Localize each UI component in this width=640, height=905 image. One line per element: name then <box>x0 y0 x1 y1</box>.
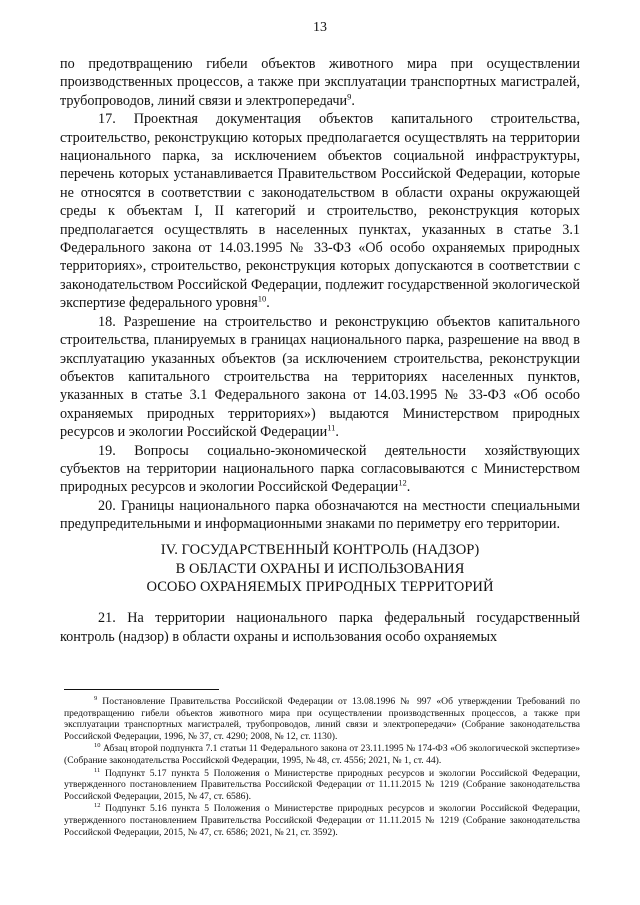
footnote-number: 10 <box>94 742 101 750</box>
section-body <box>60 609 580 647</box>
paragraph-17-text: 17. Проектная документация объектов капитального строительства, строительство, реконструкцию которых предполагается осуществлять на территории национального парка, за исключением объектов социальной инфраструктуры, перечень которых устанавливается Правительством Российской Федерации, которые не относятся в соответствии с законодательством в области охраны окружающей среды к объектам I, II категорий и строительство, реконструкция которых предполагается осуществлять в населенных пунктах, указанных в статье 3.1 Федерального закона от 14.03.1995 № 33-ФЗ «Об особо охраняемых природных территориях», строительство, реконструкция которых допускаются в соответствии с законодательством Российской Федерации, подлежит государственной экологической экспертизе федерального уровня <box>60 111 580 312</box>
footnote-9 <box>64 696 580 742</box>
section-heading-line-1: IV. ГОСУДАРСТВЕННЫЙ КОНТРОЛЬ (НАДЗОР) <box>160 542 480 558</box>
footnote-ref-9: 9 <box>347 91 352 102</box>
section-heading-line-2: В ОБЛАСТИ ОХРАНЫ И ИСПОЛЬЗОВАНИЯ <box>175 560 465 577</box>
footnote-11 <box>64 768 580 803</box>
body-text <box>60 55 580 534</box>
footnote-text: Подпункт 5.17 пункта 5 Положения о Министерстве природных ресурсов и экологии Российской Федерации, утвержденного постановлением Правительства Российской Федерации от 11.11.2015 № 1219 (Собрание законодательства Российской Федерации, 2015, № 47, ст. 6586). <box>64 767 580 802</box>
footnote-separator <box>64 689 219 690</box>
page-number: 13 <box>313 20 327 35</box>
footnote-12 <box>64 803 580 838</box>
footnote-number: 11 <box>94 766 101 774</box>
footnote-text: Абзац второй подпункта 7.1 статьи 11 Федерального закона от 23.11.1995 № 174-ФЗ «Об экологической экспертизе» (Собрание законодательства Российской Федерации, 1995, № 48, ст. 4556; 2021, № 1, ст. 44). <box>64 743 581 766</box>
paragraph-18-text: 18. Разрешение на строительство и реконструкцию объектов капитального строительства, планируемых в границах национального парка, разрешение на ввод в эксплуатацию указанных объектов (за исключением строительства, реконструкции объектов капитального строительства на территориях населенных пунктов, указанных в статье 3.1 Федерального закона от 14.03.1995 № 33-ФЗ «Об особо охраняемых природных территориях») выдаются Министерством природных ресурсов и экологии Российской Федерации <box>60 313 580 441</box>
paragraph-19: 19. Вопросы социально-экономической деятельности хозяйствующих субъектов на территории национального парка согласовываются с Министерством природных ресурсов и экологии Российской Федерации$^{12}$. <box>60 442 580 496</box>
footnote-text: Подпункт 5.16 пункта 5 Положения о Министерстве природных ресурсов и экологии Российской Федерации, утвержденного постановлением Правительства Российской Федерации от 11.11.2015 № 1219 (Собрание законодательства Российской Федерации, 2015, № 47, ст. 6586; 2021, № 21, ст. 3592). <box>64 803 580 838</box>
paragraph-20: 20. Границы национального парка обозначаются на местности специальными предупредительными и информационными знаками по периметру его территории. <box>60 497 580 533</box>
section-heading-line-3: ОСОБО ОХРАНЯЕМЫХ ПРИРОДНЫХ ТЕРРИТОРИЙ <box>146 579 494 596</box>
footnotes <box>64 696 580 839</box>
footnote-10 <box>64 743 580 766</box>
section-heading <box>60 541 580 597</box>
paragraph-18: 18. Разрешение на строительство и реконструкцию объектов капитального строительства, планируемых в границах национального парка, разрешение на ввод в эксплуатацию указанных объектов (за исключением строительства, реконструкции объектов капитального строительства на территориях населенных пунктов, указанных в статье 3.1 Федерального закона от 14.03.1995 № 33-ФЗ «Об особо охраняемых природных территориях») выдаются Министерством природных ресурсов и экологии Российской Федерации$^{11}$. <box>60 313 580 441</box>
footnote-number: 9 <box>94 694 98 702</box>
footnote-text: Постановление Правительства Российской Федерации от 13.08.1996 № 997 «Об утверждении Требований по предотвращению гибели объектов животного мира при осуществлении производственных процессов, а также при эксплуатации транспортных магистралей, трубопроводов, линий связи и электропередачи» (Собрание законодательства Российской Федерации, 1996, № 37, ст. 4290; 2008, № 12, ст. 1130). <box>64 696 580 742</box>
footnote-ref-12: 12 <box>398 477 407 488</box>
paragraph-intro-text: по предотвращению гибели объектов животного мира при осуществлении производственных процессов, а также при эксплуатации транспортных магистралей, трубопроводов, линий связи и электропередачи <box>60 56 580 109</box>
footnote-ref-11: 11 <box>327 422 336 433</box>
footnote-number: 12 <box>94 802 101 810</box>
footnote-ref-10: 10 <box>257 293 267 304</box>
paragraph-21: 21. На территории национального парка федеральный государственный контроль (надзор) в области охраны и использования особо охраняемых <box>60 610 580 645</box>
paragraph-19-text: 19. Вопросы социально-экономической деятельности хозяйствующих субъектов на территории национального парка согласовываются с Министерством природных ресурсов и экологии Российской Федерации <box>60 442 580 496</box>
paragraph-intro: по предотвращению гибели объектов животного мира при осуществлении производственных процессов, а также при эксплуатации транспортных магистралей, трубопроводов, линий связи и электропередачи$^9$. <box>60 56 580 109</box>
paragraph-17: 17. Проектная документация объектов капитального строительства, строительство, реконструкцию которых предполагается осуществлять на территории национального парка, за исключением объектов социальной инфраструктуры, перечень которых устанавливается Правительством Российской Федерации, которые не относятся в соответствии с законодательством в области охраны окружающей среды к объектам I, II категорий и строительство, реконструкция которых предполагается осуществлять в населенных пунктах, указанных в статье 3.1 Федерального закона от 14.03.1995 № 33-ФЗ «Об особо охраняемых природных территориях», строительство, реконструкция которых допускаются в соответствии с законодательством Российской Федерации, подлежит государственной экологической экспертизе федерального уровня$^{10}$. <box>60 111 580 312</box>
